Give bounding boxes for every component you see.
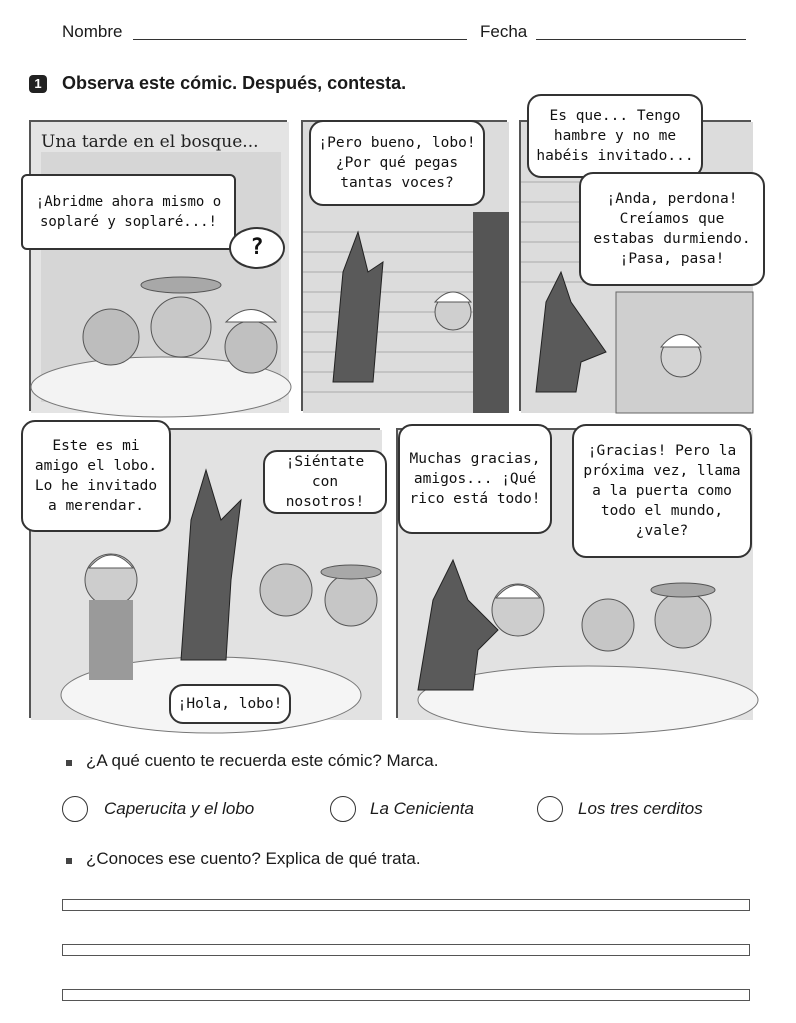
answer-line-3[interactable] xyxy=(62,989,750,1001)
comic-panel-4 xyxy=(29,428,380,718)
panel-4-pig-bubble-3: ¡Hola, lobo! xyxy=(169,684,291,724)
panel-2-pig-bubble: ¡Pero bueno, lobo! ¿Por qué pegas tantas voces? xyxy=(309,120,485,206)
comic-panel-1 xyxy=(29,120,287,411)
panel-5-pig-bubble: ¡Gracias! Pero la próxima vez, llama a la puerta como todo el mundo, ¿vale? xyxy=(572,424,752,558)
question-1-text: ¿A qué cuento te recuerda este cómic? Marca. xyxy=(86,751,439,770)
comic-panel-3 xyxy=(519,108,751,411)
option-cenicienta-checkbox[interactable] xyxy=(330,796,356,822)
option-caperucita-label: Caperucita y el lobo xyxy=(104,799,255,818)
panel-1-thought-bubble: ? xyxy=(229,227,285,269)
panel-5-wolf-bubble: Muchas gracias, amigos... ¡Qué rico está todo! xyxy=(398,424,552,534)
answer-line-2[interactable] xyxy=(62,944,750,956)
name-label: Nombre xyxy=(62,22,123,41)
panel-1-wolf-shout: ¡Abridme ahora mismo o soplaré y soplaré...! xyxy=(21,174,236,250)
option-cenicienta-label: La Cenicienta xyxy=(370,799,474,818)
exercise-number: 1 xyxy=(29,75,47,93)
exercise-title: Observa este cómic. Después, contesta. xyxy=(62,73,407,93)
name-field[interactable] xyxy=(133,39,467,40)
question-2-text: ¿Conoces ese cuento? Explica de qué trata. xyxy=(86,849,421,868)
option-tres-cerditos-checkbox[interactable] xyxy=(537,796,563,822)
panel-1-caption: Una tarde en el bosque... xyxy=(41,132,259,152)
option-caperucita-checkbox[interactable] xyxy=(62,796,88,822)
panel-3-pig-bubble: ¡Anda, perdona! Creíamos que estabas durmiendo. ¡Pasa, pasa! xyxy=(579,172,765,286)
comic-panel-2 xyxy=(301,120,507,411)
question-1-bullet xyxy=(66,760,72,766)
date-label: Fecha xyxy=(480,22,528,41)
panel-3-wolf-bubble: Es que... Tengo hambre y no me habéis invitado... xyxy=(527,94,703,178)
option-tres-cerditos-label: Los tres cerditos xyxy=(578,799,703,818)
panel-4-pig-bubble-1: Este es mi amigo el lobo. Lo he invitado a merendar. xyxy=(21,420,171,532)
question-2-bullet xyxy=(66,858,72,864)
panel-4-pig-bubble-2: ¡Siéntate con nosotros! xyxy=(263,450,387,514)
answer-line-1[interactable] xyxy=(62,899,750,911)
comic-panel-5 xyxy=(396,428,751,718)
date-field[interactable] xyxy=(536,39,746,40)
